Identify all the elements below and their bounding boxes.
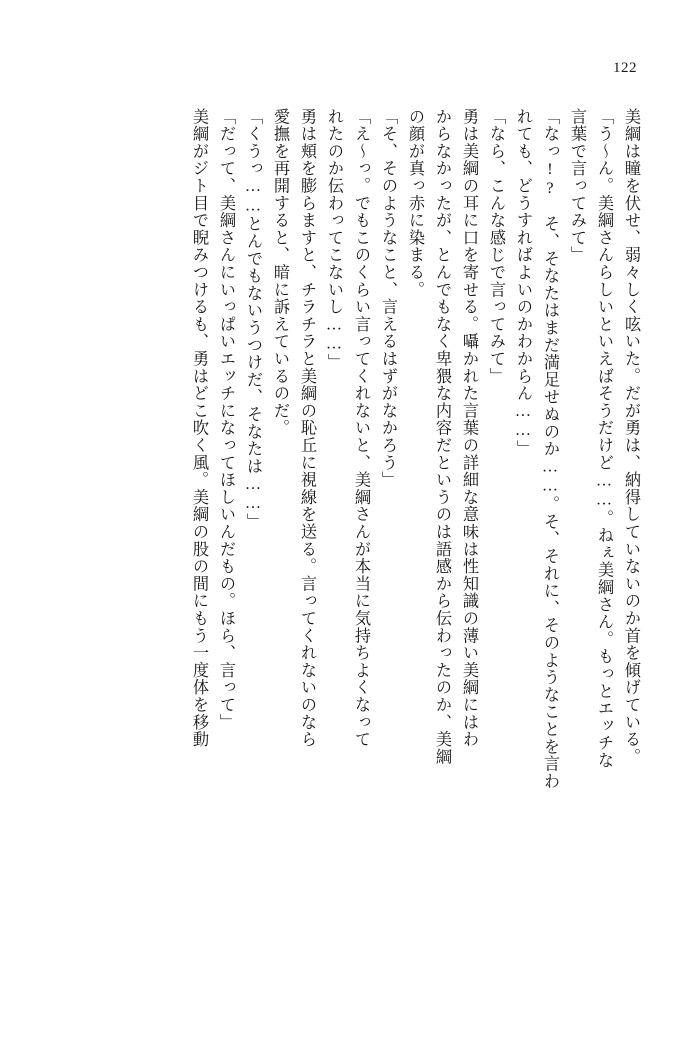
text-line: 勇は美綱の耳に口を寄せる。囁かれた言葉の詳細な意味は性知識の薄い美綱にはわ bbox=[460, 108, 478, 749]
text-line: 「なっ!? そ、そなたはまだ満足せぬのか……。そ、それに、そのようなことを言わ bbox=[541, 108, 559, 790]
text-line: 「う〜ん。美綱さんらしいといえばそうだけど……。ねぇ美綱さん。もっとエッチな bbox=[595, 108, 613, 769]
page-number: 122 bbox=[613, 60, 637, 76]
text-line: 美綱は瞳を伏せ、弱々しく呟いた。だが勇は、納得していないのか首を傾げている。 bbox=[622, 108, 640, 766]
text-line: 愛撫を再開すると、暗に訴えているのだ。 bbox=[271, 108, 289, 437]
page-text-block bbox=[56, 108, 639, 992]
text-line: 「くうっ……とんでもないうつけだ、そなたは……」 bbox=[244, 108, 262, 531]
text-line: 「そ、そのようなこと、言えるはずがなかろう」 bbox=[379, 108, 397, 489]
text-line: 「なら、こんな感じで言ってみて」 bbox=[487, 108, 505, 385]
text-line: 「え〜っ。でもこのくらい言ってくれないと、美綱さんが本当に気持ちよくなって bbox=[352, 108, 370, 749]
text-line: 「だって、美綱さんにいっぱいエッチになってほしいんだもの。ほら、言って」 bbox=[217, 108, 235, 731]
text-line: 勇は頬を膨らますと、チラチラと美綱の恥丘に視線を送る。言ってくれないのなら bbox=[298, 108, 316, 749]
text-line: 言葉で言ってみて」 bbox=[568, 108, 586, 264]
text-line: 美綱がジト目で睨みつけるも、勇はどこ吹く風。美綱の股の間にもう一度体を移動 bbox=[190, 108, 208, 749]
text-line: れたのか伝わってこないし……」 bbox=[325, 108, 343, 372]
text-line: からなかったが、とんでもなく卑猥な内容だというのは語感から伝わったのか、美綱 bbox=[433, 108, 451, 766]
text-line: の顔が真っ赤に染まる。 bbox=[406, 108, 424, 299]
text-line: れても、どうすればよいのかわからん……」 bbox=[514, 108, 532, 458]
